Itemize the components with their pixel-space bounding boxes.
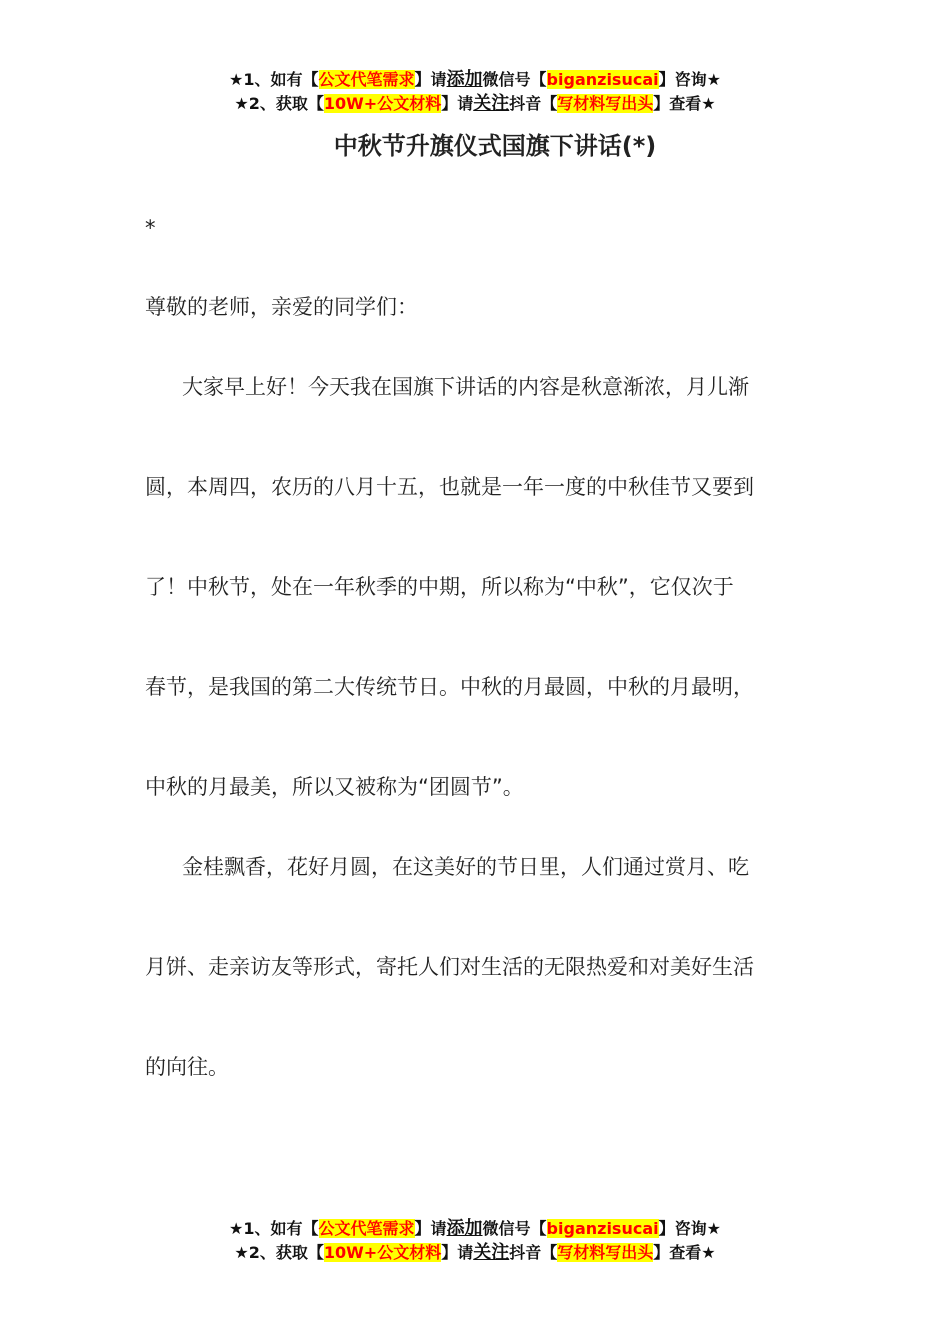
ad-text: ★1、如有【	[229, 70, 319, 89]
paragraph-2	[145, 817, 805, 1117]
ad-text: 】咨询★	[658, 70, 721, 89]
ad-text: 】请	[441, 1243, 474, 1262]
ad-text: 】请	[414, 1219, 447, 1238]
paragraph-line: 的向往。	[145, 1055, 229, 1079]
ad-text: ★2、获取【	[234, 1243, 324, 1262]
paragraph-line: 月饼、走亲访友等形式，寄托人们对生活的无限热爱和对美好生活	[145, 955, 754, 979]
ad-douyin-id: 写材料写出头	[557, 94, 654, 113]
salutation: 尊敬的老师，亲爱的同学们：	[145, 295, 418, 319]
ad-highlight: 10W+公文材料	[323, 94, 442, 113]
ad-line-1	[0, 1217, 950, 1241]
ad-emphasis: 添加	[446, 1218, 483, 1239]
document-title: 中秋节升旗仪式国旗下讲话(*)	[333, 132, 657, 160]
paragraph-line: 了！中秋节，处在一年秋季的中期，所以称为“中秋”，它仅次于	[145, 575, 734, 599]
ad-emphasis: 关注	[473, 93, 510, 114]
header-ad-banner	[0, 68, 950, 116]
ad-text: 抖音【	[509, 94, 558, 113]
ad-text: 】查看★	[653, 1243, 716, 1262]
ad-text: 】请	[414, 70, 447, 89]
ad-line-2	[0, 92, 950, 116]
paragraph-line: 圆，本周四，农历的八月十五，也就是一年一度的中秋佳节又要到	[145, 475, 754, 499]
ad-line-1	[0, 68, 950, 92]
ad-text: 】请	[441, 94, 474, 113]
ad-highlight: 10W+公文材料	[323, 1243, 442, 1262]
ad-emphasis: 添加	[446, 69, 483, 90]
paragraph-line: 中秋的月最美，所以又被称为“团圆节”。	[145, 775, 524, 799]
ad-text: 微信号【	[482, 70, 547, 89]
paragraph-line: 大家早上好！今天我在国旗下讲话的内容是秋意渐浓，月儿渐	[182, 375, 749, 399]
ad-text: 抖音【	[509, 1243, 558, 1262]
ad-emphasis: 关注	[473, 1242, 510, 1263]
paragraph-1	[145, 337, 805, 837]
ad-wechat-id: biganzisucai	[546, 1219, 659, 1238]
ad-text: 】查看★	[653, 94, 716, 113]
ad-douyin-id: 写材料写出头	[557, 1243, 654, 1262]
footer-ad-banner	[0, 1217, 950, 1265]
ad-line-2	[0, 1241, 950, 1265]
ad-text: 】咨询★	[658, 1219, 721, 1238]
paragraph-line: 春节，是我国的第二大传统节日。中秋的月最圆，中秋的月最明，	[145, 675, 754, 699]
ad-highlight: 公文代笔需求	[318, 1219, 415, 1238]
ad-text: ★2、获取【	[234, 94, 324, 113]
ad-wechat-id: biganzisucai	[546, 70, 659, 89]
ad-text: 微信号【	[482, 1219, 547, 1238]
asterisk-marker: *	[145, 216, 156, 240]
ad-highlight: 公文代笔需求	[318, 70, 415, 89]
ad-text: ★1、如有【	[229, 1219, 319, 1238]
paragraph-line: 金桂飘香，花好月圆，在这美好的节日里，人们通过赏月、吃	[182, 855, 749, 879]
